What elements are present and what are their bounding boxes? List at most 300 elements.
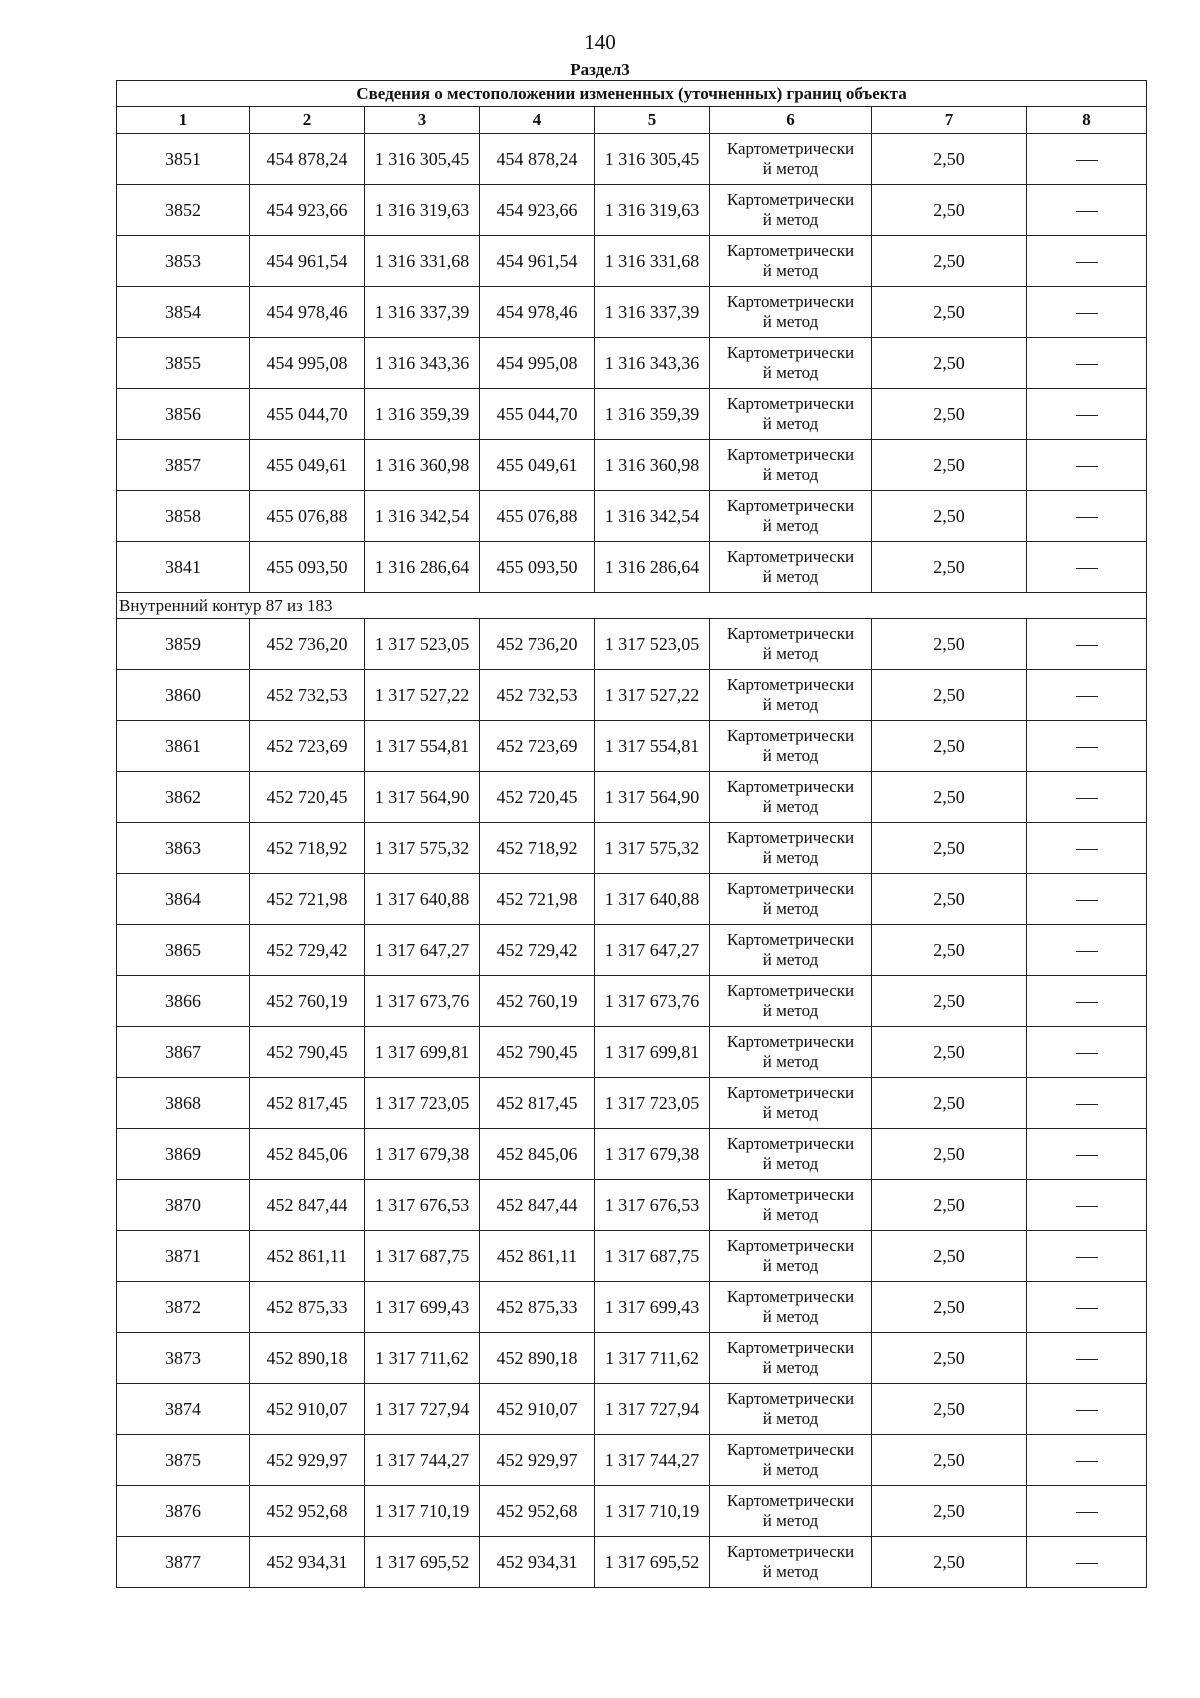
method-text-line2: й метод	[762, 695, 819, 714]
x-new-cell: 454 978,46	[480, 287, 595, 338]
method-cell	[710, 1129, 872, 1180]
table-row	[117, 1537, 1147, 1588]
column-number: 3	[365, 107, 480, 134]
point-number-cell: 3866	[117, 976, 250, 1027]
x-new-cell: 452 934,31	[480, 1537, 595, 1588]
method-cell	[710, 1384, 872, 1435]
y-new-cell: 1 317 679,38	[595, 1129, 710, 1180]
dash-icon	[1076, 1461, 1098, 1462]
y-existing-cell: 1 316 342,54	[365, 491, 480, 542]
method-cell	[710, 721, 872, 772]
method-text-line1: Картометрически	[726, 675, 855, 694]
method-cell	[710, 185, 872, 236]
y-new-cell: 1 316 359,39	[595, 389, 710, 440]
y-new-cell: 1 316 343,36	[595, 338, 710, 389]
table-row	[117, 1231, 1147, 1282]
method-text-line2: й метод	[762, 797, 819, 816]
y-new-cell: 1 317 640,88	[595, 874, 710, 925]
y-existing-cell: 1 316 305,45	[365, 134, 480, 185]
description-cell	[1027, 1231, 1147, 1282]
method-text-line1: Картометрически	[726, 930, 855, 949]
dash-icon	[1076, 1104, 1098, 1105]
precision-cell: 2,50	[872, 440, 1027, 491]
x-existing-cell: 452 720,45	[250, 772, 365, 823]
y-existing-cell: 1 317 727,94	[365, 1384, 480, 1435]
method-cell	[710, 1435, 872, 1486]
method-cell	[710, 338, 872, 389]
method-text-line2: й метод	[762, 1205, 819, 1224]
table-row	[117, 823, 1147, 874]
method-cell	[710, 976, 872, 1027]
y-new-cell: 1 317 523,05	[595, 619, 710, 670]
precision-cell: 2,50	[872, 721, 1027, 772]
table-row	[117, 338, 1147, 389]
x-new-cell: 452 718,92	[480, 823, 595, 874]
x-new-cell: 452 817,45	[480, 1078, 595, 1129]
y-existing-cell: 1 317 711,62	[365, 1333, 480, 1384]
method-cell	[710, 1537, 872, 1588]
x-existing-cell: 452 736,20	[250, 619, 365, 670]
y-existing-cell: 1 317 679,38	[365, 1129, 480, 1180]
point-number-cell: 3856	[117, 389, 250, 440]
method-cell	[710, 287, 872, 338]
column-number: 2	[250, 107, 365, 134]
method-text-line2: й метод	[762, 899, 819, 918]
method-text-line2: й метод	[762, 312, 819, 331]
x-existing-cell: 452 845,06	[250, 1129, 365, 1180]
point-number-cell: 3851	[117, 134, 250, 185]
y-existing-cell: 1 316 331,68	[365, 236, 480, 287]
y-existing-cell: 1 317 673,76	[365, 976, 480, 1027]
precision-cell: 2,50	[872, 1078, 1027, 1129]
x-existing-cell: 452 934,31	[250, 1537, 365, 1588]
x-new-cell: 452 723,69	[480, 721, 595, 772]
point-number-cell: 3873	[117, 1333, 250, 1384]
x-new-cell: 452 861,11	[480, 1231, 595, 1282]
method-text-line1: Картометрически	[726, 139, 855, 158]
method-text-line2: й метод	[762, 1052, 819, 1071]
y-new-cell: 1 316 342,54	[595, 491, 710, 542]
precision-cell: 2,50	[872, 134, 1027, 185]
x-existing-cell: 455 093,50	[250, 542, 365, 593]
point-number-cell: 3853	[117, 236, 250, 287]
description-cell	[1027, 1027, 1147, 1078]
table-row	[117, 440, 1147, 491]
point-number-cell: 3864	[117, 874, 250, 925]
description-cell	[1027, 134, 1147, 185]
table-row	[117, 287, 1147, 338]
dash-icon	[1076, 1563, 1098, 1564]
point-number-cell: 3867	[117, 1027, 250, 1078]
dash-icon	[1076, 262, 1098, 263]
method-text-line1: Картометрически	[726, 726, 855, 745]
description-cell	[1027, 287, 1147, 338]
method-text-line1: Картометрически	[726, 1440, 855, 1459]
method-cell	[710, 874, 872, 925]
precision-cell: 2,50	[872, 1435, 1027, 1486]
method-text-line2: й метод	[762, 210, 819, 229]
method-text-line1: Картометрически	[726, 1134, 855, 1153]
table-row	[117, 1180, 1147, 1231]
point-number-cell: 3855	[117, 338, 250, 389]
y-existing-cell: 1 316 286,64	[365, 542, 480, 593]
precision-cell: 2,50	[872, 491, 1027, 542]
dash-icon	[1076, 415, 1098, 416]
precision-cell: 2,50	[872, 236, 1027, 287]
dash-icon	[1076, 517, 1098, 518]
precision-cell: 2,50	[872, 1129, 1027, 1180]
x-new-cell: 452 721,98	[480, 874, 595, 925]
point-number-cell: 3857	[117, 440, 250, 491]
description-cell	[1027, 874, 1147, 925]
x-existing-cell: 455 044,70	[250, 389, 365, 440]
precision-cell: 2,50	[872, 542, 1027, 593]
method-cell	[710, 1078, 872, 1129]
dash-icon	[1076, 849, 1098, 850]
precision-cell: 2,50	[872, 1537, 1027, 1588]
precision-cell: 2,50	[872, 1027, 1027, 1078]
description-cell	[1027, 491, 1147, 542]
x-new-cell: 454 961,54	[480, 236, 595, 287]
x-existing-cell: 454 923,66	[250, 185, 365, 236]
method-text-line1: Картометрически	[726, 496, 855, 515]
method-text-line1: Картометрически	[726, 445, 855, 464]
description-cell	[1027, 1333, 1147, 1384]
table-row	[117, 925, 1147, 976]
x-existing-cell: 452 760,19	[250, 976, 365, 1027]
x-new-cell: 455 076,88	[480, 491, 595, 542]
method-text-line2: й метод	[762, 1001, 819, 1020]
y-existing-cell: 1 317 640,88	[365, 874, 480, 925]
method-text-line2: й метод	[762, 159, 819, 178]
method-text-line2: й метод	[762, 848, 819, 867]
method-cell	[710, 1333, 872, 1384]
method-text-line2: й метод	[762, 1358, 819, 1377]
dash-icon	[1076, 1002, 1098, 1003]
method-text-line2: й метод	[762, 414, 819, 433]
table-title-row	[117, 81, 1147, 107]
y-new-cell: 1 317 699,43	[595, 1282, 710, 1333]
y-new-cell: 1 316 337,39	[595, 287, 710, 338]
method-text-line2: й метод	[762, 644, 819, 663]
method-text-line2: й метод	[762, 746, 819, 765]
x-new-cell: 452 890,18	[480, 1333, 595, 1384]
table-row	[117, 1129, 1147, 1180]
y-new-cell: 1 316 360,98	[595, 440, 710, 491]
description-cell	[1027, 1486, 1147, 1537]
point-number-cell: 3874	[117, 1384, 250, 1435]
description-cell	[1027, 976, 1147, 1027]
method-cell	[710, 670, 872, 721]
method-text-line1: Картометрически	[726, 1185, 855, 1204]
y-new-cell: 1 317 673,76	[595, 976, 710, 1027]
table-row	[117, 976, 1147, 1027]
x-new-cell: 452 875,33	[480, 1282, 595, 1333]
table-row	[117, 1486, 1147, 1537]
table-row	[117, 134, 1147, 185]
method-text-line2: й метод	[762, 261, 819, 280]
method-cell	[710, 772, 872, 823]
method-text-line2: й метод	[762, 1154, 819, 1173]
y-new-cell: 1 316 305,45	[595, 134, 710, 185]
table-row	[117, 670, 1147, 721]
point-number-cell: 3861	[117, 721, 250, 772]
dash-icon	[1076, 645, 1098, 646]
precision-cell: 2,50	[872, 1180, 1027, 1231]
description-cell	[1027, 1537, 1147, 1588]
precision-cell: 2,50	[872, 925, 1027, 976]
point-number-cell: 3868	[117, 1078, 250, 1129]
column-number: 5	[595, 107, 710, 134]
x-existing-cell: 452 723,69	[250, 721, 365, 772]
column-number: 4	[480, 107, 595, 134]
x-existing-cell: 452 721,98	[250, 874, 365, 925]
x-existing-cell: 452 732,53	[250, 670, 365, 721]
x-existing-cell: 452 861,11	[250, 1231, 365, 1282]
y-existing-cell: 1 317 723,05	[365, 1078, 480, 1129]
x-existing-cell: 452 729,42	[250, 925, 365, 976]
method-text-line2: й метод	[762, 516, 819, 535]
y-new-cell: 1 317 527,22	[595, 670, 710, 721]
point-number-cell: 3860	[117, 670, 250, 721]
y-existing-cell: 1 317 744,27	[365, 1435, 480, 1486]
precision-cell: 2,50	[872, 1384, 1027, 1435]
description-cell	[1027, 1282, 1147, 1333]
method-text-line1: Картометрически	[726, 828, 855, 847]
y-new-cell: 1 317 575,32	[595, 823, 710, 874]
precision-cell: 2,50	[872, 389, 1027, 440]
description-cell	[1027, 236, 1147, 287]
precision-cell: 2,50	[872, 874, 1027, 925]
y-new-cell: 1 317 710,19	[595, 1486, 710, 1537]
table-row	[117, 1078, 1147, 1129]
y-new-cell: 1 317 727,94	[595, 1384, 710, 1435]
x-existing-cell: 454 995,08	[250, 338, 365, 389]
method-text-line1: Картометрически	[726, 1542, 855, 1561]
point-number-cell: 3841	[117, 542, 250, 593]
x-new-cell: 452 790,45	[480, 1027, 595, 1078]
table-row	[117, 236, 1147, 287]
method-cell	[710, 134, 872, 185]
method-text-line1: Картометрически	[726, 394, 855, 413]
y-existing-cell: 1 317 523,05	[365, 619, 480, 670]
precision-cell: 2,50	[872, 1333, 1027, 1384]
description-cell	[1027, 1078, 1147, 1129]
precision-cell: 2,50	[872, 1486, 1027, 1537]
coordinates-table	[116, 80, 1147, 1588]
dash-icon	[1076, 1308, 1098, 1309]
y-new-cell: 1 316 286,64	[595, 542, 710, 593]
method-text-line1: Картометрически	[726, 879, 855, 898]
method-cell	[710, 389, 872, 440]
method-text-line1: Картометрически	[726, 190, 855, 209]
y-existing-cell: 1 316 319,63	[365, 185, 480, 236]
point-number-cell: 3858	[117, 491, 250, 542]
point-number-cell: 3871	[117, 1231, 250, 1282]
description-cell	[1027, 823, 1147, 874]
y-existing-cell: 1 317 575,32	[365, 823, 480, 874]
y-existing-cell: 1 317 554,81	[365, 721, 480, 772]
y-existing-cell: 1 317 699,81	[365, 1027, 480, 1078]
x-new-cell: 452 729,42	[480, 925, 595, 976]
dash-icon	[1076, 951, 1098, 952]
x-new-cell: 452 845,06	[480, 1129, 595, 1180]
x-new-cell: 452 929,97	[480, 1435, 595, 1486]
method-text-line2: й метод	[762, 1511, 819, 1530]
y-new-cell: 1 317 647,27	[595, 925, 710, 976]
x-existing-cell: 454 878,24	[250, 134, 365, 185]
method-text-line1: Картометрически	[726, 981, 855, 1000]
description-cell	[1027, 185, 1147, 236]
precision-cell: 2,50	[872, 1282, 1027, 1333]
x-new-cell: 454 923,66	[480, 185, 595, 236]
table-row	[117, 1282, 1147, 1333]
precision-cell: 2,50	[872, 185, 1027, 236]
description-cell	[1027, 619, 1147, 670]
table-row	[117, 1333, 1147, 1384]
x-new-cell: 452 732,53	[480, 670, 595, 721]
method-text-line2: й метод	[762, 567, 819, 586]
x-existing-cell: 452 929,97	[250, 1435, 365, 1486]
section-title: Раздел3	[570, 60, 630, 79]
method-text-line2: й метод	[762, 950, 819, 969]
y-new-cell: 1 317 554,81	[595, 721, 710, 772]
point-number-cell: 3870	[117, 1180, 250, 1231]
x-new-cell: 452 910,07	[480, 1384, 595, 1435]
x-existing-cell: 452 790,45	[250, 1027, 365, 1078]
precision-cell: 2,50	[872, 772, 1027, 823]
y-new-cell: 1 317 564,90	[595, 772, 710, 823]
point-number-cell: 3876	[117, 1486, 250, 1537]
method-cell	[710, 619, 872, 670]
y-existing-cell: 1 317 647,27	[365, 925, 480, 976]
table-row	[117, 874, 1147, 925]
y-new-cell: 1 317 676,53	[595, 1180, 710, 1231]
method-cell	[710, 1486, 872, 1537]
table-title: Сведения о местоположении измененных (уточненных) границ объекта	[117, 81, 1147, 107]
precision-cell: 2,50	[872, 823, 1027, 874]
method-text-line1: Картометрически	[726, 1338, 855, 1357]
point-number-cell: 3865	[117, 925, 250, 976]
method-text-line1: Картометрически	[726, 547, 855, 566]
method-text-line1: Картометрически	[726, 292, 855, 311]
y-existing-cell: 1 316 359,39	[365, 389, 480, 440]
y-existing-cell: 1 317 695,52	[365, 1537, 480, 1588]
column-number: 1	[117, 107, 250, 134]
method-text-line2: й метод	[762, 1562, 819, 1581]
dash-icon	[1076, 747, 1098, 748]
method-cell	[710, 236, 872, 287]
dash-icon	[1076, 1257, 1098, 1258]
y-existing-cell: 1 317 527,22	[365, 670, 480, 721]
method-text-line1: Картометрически	[726, 1236, 855, 1255]
method-text-line2: й метод	[762, 465, 819, 484]
x-existing-cell: 452 952,68	[250, 1486, 365, 1537]
method-text-line1: Картометрически	[726, 1491, 855, 1510]
y-new-cell: 1 317 699,81	[595, 1027, 710, 1078]
precision-cell: 2,50	[872, 619, 1027, 670]
method-cell	[710, 542, 872, 593]
y-new-cell: 1 317 687,75	[595, 1231, 710, 1282]
point-number-cell: 3872	[117, 1282, 250, 1333]
method-text-line2: й метод	[762, 1307, 819, 1326]
x-existing-cell: 455 076,88	[250, 491, 365, 542]
x-new-cell: 455 093,50	[480, 542, 595, 593]
table-row	[117, 491, 1147, 542]
table-row	[117, 1384, 1147, 1435]
dash-icon	[1076, 313, 1098, 314]
method-text-line2: й метод	[762, 1460, 819, 1479]
precision-cell: 2,50	[872, 670, 1027, 721]
dash-icon	[1076, 211, 1098, 212]
x-new-cell: 452 847,44	[480, 1180, 595, 1231]
x-existing-cell: 452 910,07	[250, 1384, 365, 1435]
y-existing-cell: 1 317 710,19	[365, 1486, 480, 1537]
contour-label-row	[117, 593, 1147, 619]
y-new-cell: 1 316 319,63	[595, 185, 710, 236]
method-text-line2: й метод	[762, 1256, 819, 1275]
y-existing-cell: 1 317 687,75	[365, 1231, 480, 1282]
dash-icon	[1076, 160, 1098, 161]
table-row	[117, 389, 1147, 440]
method-text-line2: й метод	[762, 363, 819, 382]
method-cell	[710, 925, 872, 976]
x-existing-cell: 452 890,18	[250, 1333, 365, 1384]
description-cell	[1027, 670, 1147, 721]
description-cell	[1027, 1180, 1147, 1231]
precision-cell: 2,50	[872, 338, 1027, 389]
x-new-cell: 455 044,70	[480, 389, 595, 440]
table-row	[117, 772, 1147, 823]
contour-label: Внутренний контур 87 из 183	[117, 593, 1147, 619]
method-cell	[710, 1282, 872, 1333]
y-existing-cell: 1 316 337,39	[365, 287, 480, 338]
column-number-row	[117, 107, 1147, 134]
description-cell	[1027, 1129, 1147, 1180]
method-text-line2: й метод	[762, 1103, 819, 1122]
x-existing-cell: 452 718,92	[250, 823, 365, 874]
x-new-cell: 454 995,08	[480, 338, 595, 389]
method-text-line1: Картометрически	[726, 1287, 855, 1306]
dash-icon	[1076, 1053, 1098, 1054]
method-text-line1: Картометрически	[726, 241, 855, 260]
table-row	[117, 1027, 1147, 1078]
table-row	[117, 721, 1147, 772]
x-existing-cell: 452 847,44	[250, 1180, 365, 1231]
column-number: 7	[872, 107, 1027, 134]
method-text-line1: Картометрически	[726, 1032, 855, 1051]
dash-icon	[1076, 696, 1098, 697]
precision-cell: 2,50	[872, 976, 1027, 1027]
x-new-cell: 455 049,61	[480, 440, 595, 491]
dash-icon	[1076, 798, 1098, 799]
x-existing-cell: 454 961,54	[250, 236, 365, 287]
x-new-cell: 452 720,45	[480, 772, 595, 823]
description-cell	[1027, 1435, 1147, 1486]
table-row	[117, 1435, 1147, 1486]
method-text-line1: Картометрически	[726, 624, 855, 643]
description-cell	[1027, 1384, 1147, 1435]
dash-icon	[1076, 568, 1098, 569]
y-existing-cell: 1 316 360,98	[365, 440, 480, 491]
description-cell	[1027, 389, 1147, 440]
table-row	[117, 542, 1147, 593]
y-existing-cell: 1 317 564,90	[365, 772, 480, 823]
method-cell	[710, 1231, 872, 1282]
dash-icon	[1076, 1206, 1098, 1207]
dash-icon	[1076, 1155, 1098, 1156]
description-cell	[1027, 542, 1147, 593]
